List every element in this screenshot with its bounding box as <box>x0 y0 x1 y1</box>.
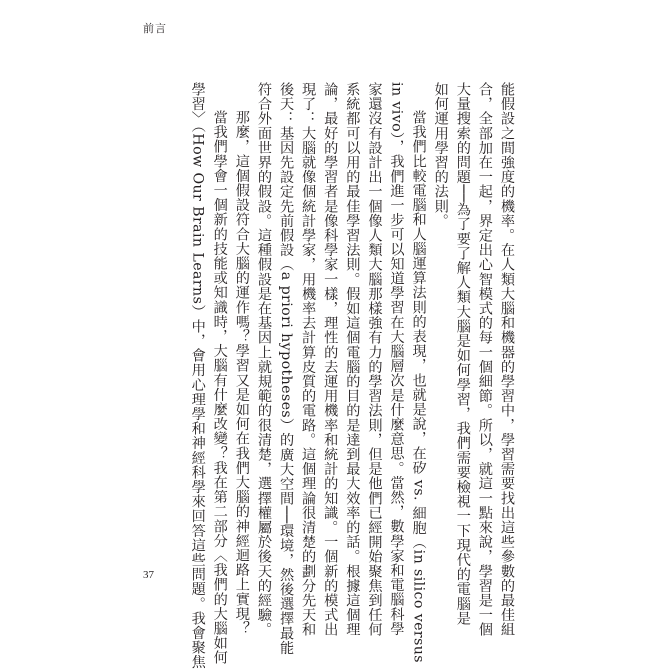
text-column: 學習〉（How Our Brain Learns）中，會用心理學和神經科學來回答這些問題。我會聚焦 <box>189 82 206 669</box>
text-column: 如何運用學習的法則。 <box>432 82 449 228</box>
text-column: 合，全部加在一起，界定出心智模式的每一個細節。所以，就這一點來說，學習是一個 <box>476 82 493 637</box>
text-column: 當我們比較電腦和人腦運算法則的表現，也就是說，在矽 vs. 細胞（in silico versus <box>410 110 427 663</box>
text-column: 論，最好的學習者是像科學家一樣，理性的去運用機率和統計的知識。一個新的模式出 <box>322 82 339 637</box>
text-column: 家還沒有設計出一個像人類大腦那樣強有力的學習法則，但是他們已經開始聚焦到任何 <box>366 82 383 637</box>
running-head: 前言 <box>143 22 167 35</box>
text-column: 那麼，這個假設符合大腦的運作嗎？學習又是如何在我們大腦的神經迴路上實現？ <box>233 110 250 636</box>
text-column: 系統都可以用的最佳學習法則。假如這個電腦的目的是達到最大效率的話。根據這個理 <box>344 82 361 637</box>
text-column: 當我們學會一個新的技能或知識時，大腦有什麼改變？我在第二部分〈我們的大腦如何 <box>211 110 228 665</box>
text-column: 現了：大腦就像個統計學家，用機率去計算皮質的電路。這個理論很清楚的劃分先天和 <box>300 82 317 637</box>
text-column: 能假設之間強度的機率。在人類大腦和機器的學習中，學習需要找出這些參數的最佳組 <box>499 82 515 637</box>
page-number: 37 <box>143 569 154 581</box>
text-column: 符合外面世界的假設。這種假設是在基因上就規範的很清楚，選擇權屬於後天的經驗。 <box>255 82 272 637</box>
text-column: in vivo），我們進一步可以知道學習在大腦層次是什麼意思。當然，數學家和電腦科學 <box>388 82 405 636</box>
body-text <box>187 82 518 669</box>
text-column: 大量搜索的問題──為了要了解人類大腦是如何學習，我們需要檢視一下現代的電腦是 <box>454 82 471 626</box>
text-column: 後天：基因先設定先前假設（a priori hypotheses）的廣大空間──環境，然後選擇最能 <box>278 82 295 655</box>
